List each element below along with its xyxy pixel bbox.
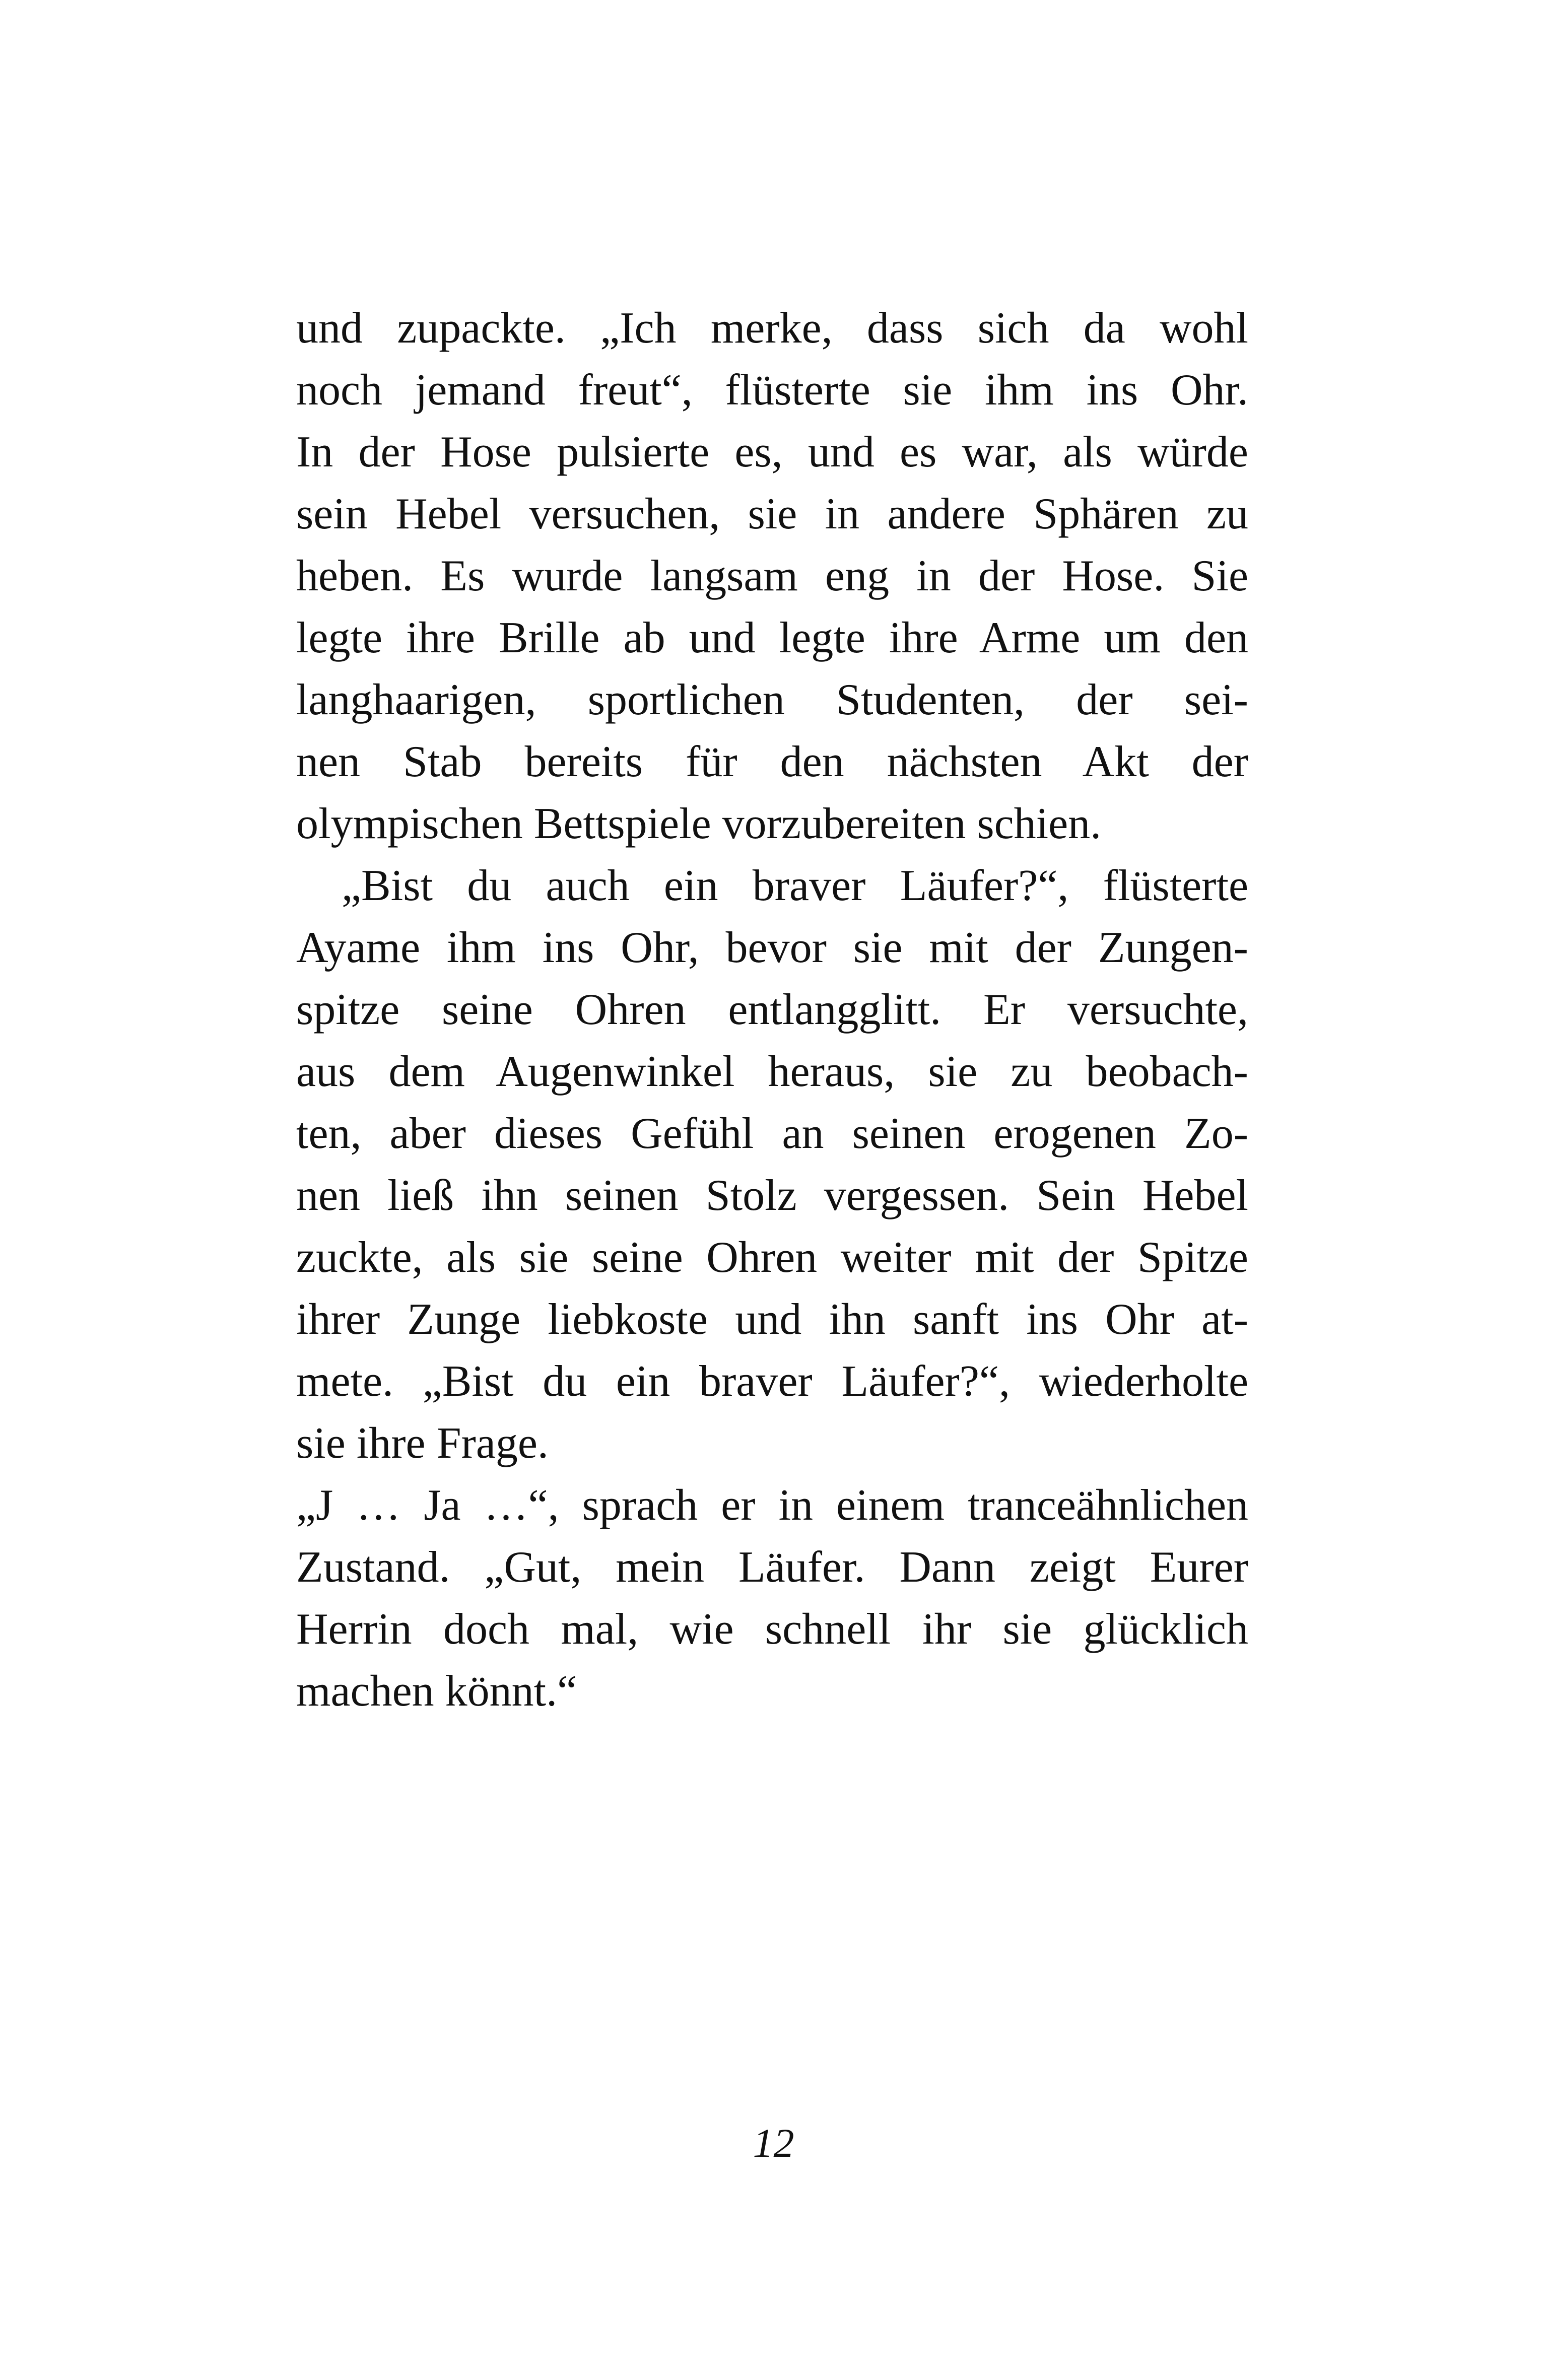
text-line: legte ihre Brille ab und legte ihre Arme um den: [296, 614, 1248, 662]
text-line: und zupackte. „Ich merke, dass sich da wohl: [296, 304, 1248, 353]
text-line: In der Hose pulsierte es, und es war, als würde: [296, 428, 1248, 477]
text-line: Zustand. „Gut, mein Läufer. Dann zeigt Eurer: [296, 1543, 1248, 1592]
text-line: ihrer Zunge liebkoste und ihn sanft ins Ohr at-: [296, 1295, 1248, 1344]
text-line: olympischen Bettspiele vorzubereiten schien.: [296, 799, 1102, 848]
text-line: „Bist du auch ein braver Läufer?“, flüsterte: [342, 861, 1248, 910]
text-line: sein Hebel versuchen, sie in andere Sphären zu: [296, 490, 1248, 538]
text-line: nen ließ ihn seinen Stolz vergessen. Sein Hebel: [296, 1171, 1248, 1220]
text-line: sie ihre Frage.: [296, 1419, 549, 1468]
text-line: noch jemand freut“, flüsterte sie ihm ins Ohr.: [296, 366, 1248, 415]
text-line: heben. Es wurde langsam eng in der Hose. Sie: [296, 552, 1248, 600]
text-line: Herrin doch mal, wie schnell ihr sie glücklich: [296, 1605, 1248, 1654]
text-line: machen könnt.“: [296, 1667, 577, 1716]
text-line: langhaarigen, sportlichen Studenten, der sei-: [296, 675, 1248, 724]
text-line: nen Stab bereits für den nächsten Akt der: [296, 737, 1248, 786]
text-line: Ayame ihm ins Ohr, bevor sie mit der Zungen-: [296, 923, 1248, 972]
body-text: [296, 297, 1248, 1722]
text-line: spitze seine Ohren entlangglitt. Er versuchte,: [296, 985, 1248, 1034]
text-line: mete. „Bist du ein braver Läufer?“, wiederholte: [296, 1357, 1248, 1406]
text-line: „J … Ja …“, sprach er in einem tranceähnlichen: [296, 1481, 1248, 1530]
text-line: zuckte, als sie seine Ohren weiter mit der Spitze: [296, 1233, 1248, 1282]
text-line: ten, aber dieses Gefühl an seinen erogenen Zo-: [296, 1109, 1248, 1158]
text-line: aus dem Augenwinkel heraus, sie zu beobach-: [296, 1047, 1248, 1096]
page-number: 12: [753, 2120, 794, 2166]
